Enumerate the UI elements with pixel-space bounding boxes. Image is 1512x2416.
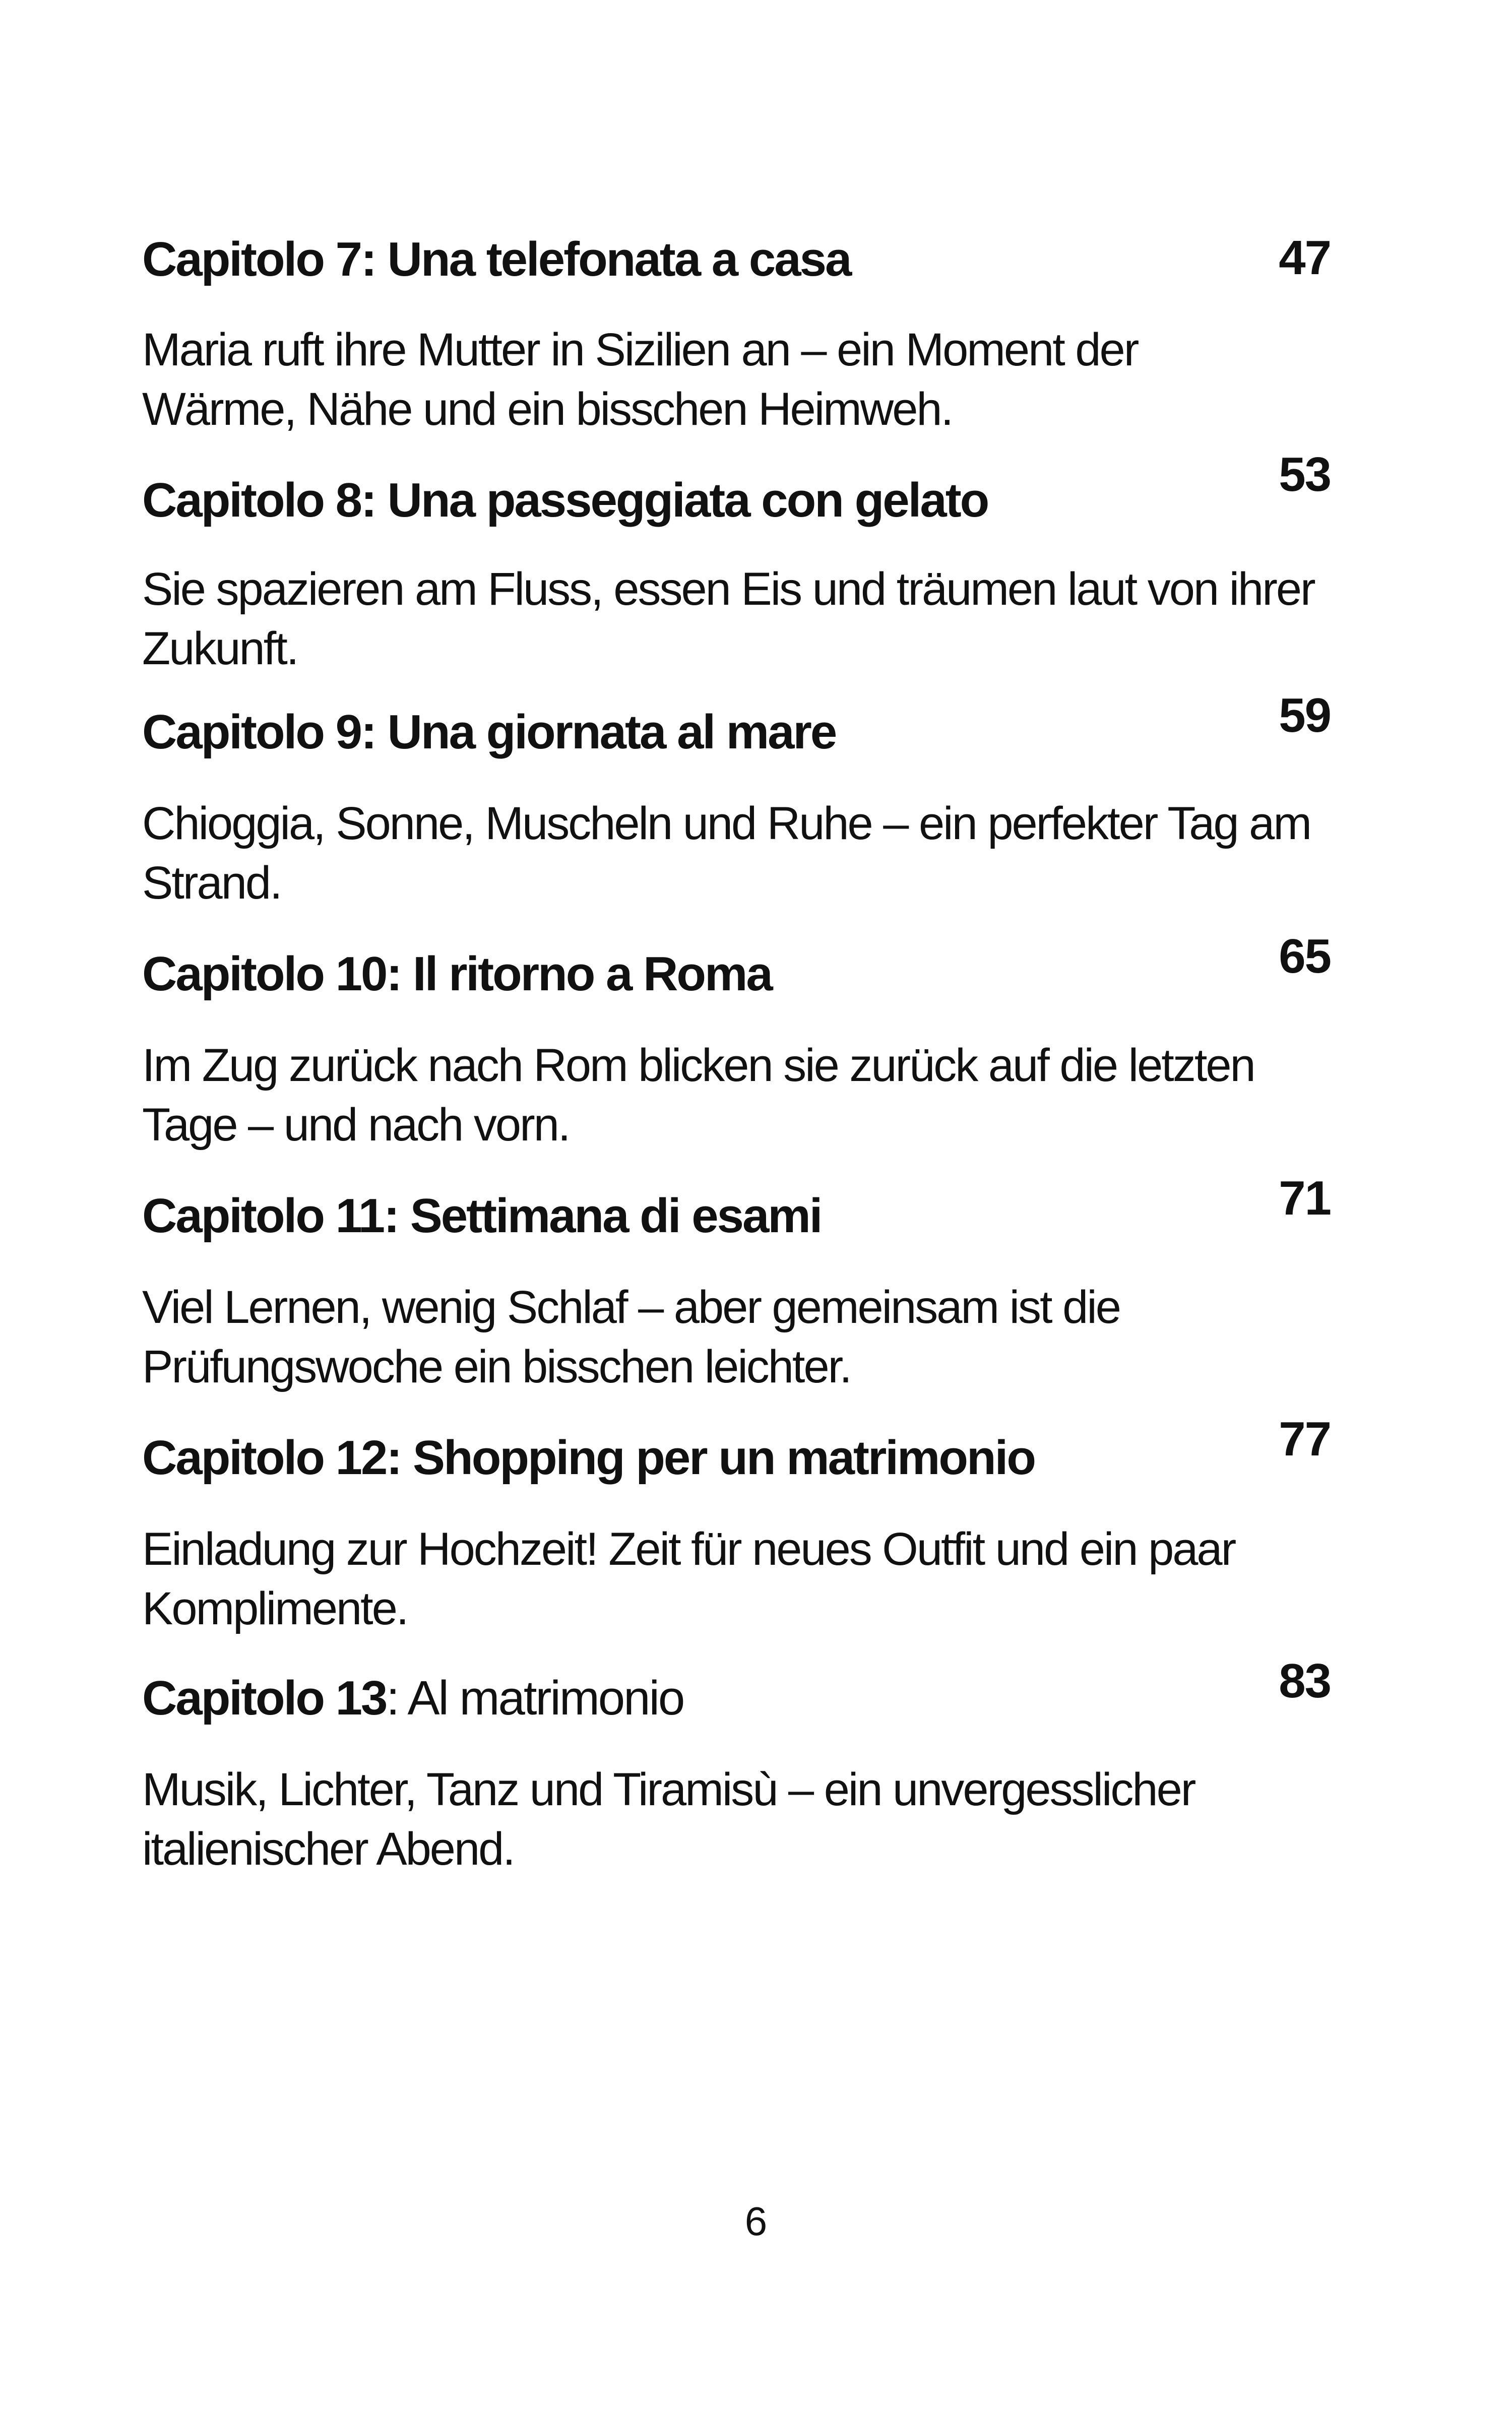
chapter-title-text: Capitolo 8: Una passeggiata con gelato — [142, 473, 988, 527]
chapter-page-number[interactable]: 47 — [1279, 231, 1331, 285]
chapter-description-line: Maria ruft ihre Mutter in Sizilien an – ein Moment der — [142, 324, 1138, 375]
chapter-description — [142, 1036, 1254, 1155]
chapter-description-line: italienischer Abend. — [142, 1823, 514, 1875]
chapter-description-line: Strand. — [142, 857, 281, 909]
chapter-title[interactable] — [142, 229, 1175, 290]
chapter-title[interactable] — [142, 1186, 1175, 1246]
chapter-title-text: Capitolo 13 — [142, 1671, 387, 1725]
chapter-description-line: Chioggia, Sonne, Muscheln und Ruhe – ein perfekter Tag am — [142, 798, 1310, 849]
chapter-page-number[interactable]: 59 — [1279, 688, 1331, 742]
page-number: 6 — [744, 2199, 768, 2244]
chapter-description — [142, 1519, 1235, 1638]
chapter-title[interactable] — [142, 470, 1175, 531]
chapter-title[interactable] — [142, 1668, 1175, 1729]
chapter-page-number[interactable]: 77 — [1279, 1412, 1331, 1466]
chapter-title-text: Capitolo 9: Una giornata al mare — [142, 705, 836, 759]
chapter-title[interactable] — [142, 702, 1175, 762]
chapter-description-line: Einladung zur Hochzeit! Zeit für neues Outfit und ein paar — [142, 1523, 1235, 1575]
chapter-description-line: Wärme, Nähe und ein bisschen Heimweh. — [142, 384, 953, 435]
chapter-title-rest: : Al matrimonio — [386, 1671, 684, 1725]
chapter-description-line: Im Zug zurück nach Rom blicken sie zurück auf die letzten — [142, 1040, 1254, 1091]
chapter-title[interactable] — [142, 1428, 1175, 1488]
chapter-description — [142, 794, 1310, 913]
chapter-description-line: Tage – und nach vorn. — [142, 1099, 570, 1151]
chapter-description-line: Komplimente. — [142, 1583, 408, 1634]
chapter-title-text: Capitolo 10: Il ritorno a Roma — [142, 947, 772, 1001]
chapter-page-number[interactable]: 71 — [1279, 1171, 1331, 1225]
chapter-title-text: Capitolo 7: Una telefonata a casa — [142, 232, 851, 286]
chapter-title-text: Capitolo 11: Settimana di esami — [142, 1189, 822, 1243]
chapter-page-number[interactable]: 65 — [1279, 929, 1331, 983]
chapter-description-line: Prüfungswoche ein bisschen leichter. — [142, 1341, 851, 1392]
chapter-description-line: Zukunft. — [142, 623, 298, 674]
chapter-description — [142, 320, 1226, 439]
chapter-description-line: Sie spazieren am Fluss, essen Eis und träumen laut von ihrer — [142, 563, 1314, 615]
table-of-contents — [142, 0, 1352, 2416]
chapter-page-number[interactable]: 83 — [1279, 1654, 1331, 1708]
chapter-title-text: Capitolo 12: Shopping per un matrimonio — [142, 1431, 1035, 1485]
chapter-title[interactable] — [142, 944, 1175, 1004]
chapter-description-line: Viel Lernen, wenig Schlaf – aber gemeinsam ist die — [142, 1282, 1120, 1333]
chapter-description — [142, 1278, 1226, 1396]
chapter-description — [142, 559, 1314, 678]
chapter-description — [142, 1760, 1226, 1879]
chapter-page-number[interactable]: 53 — [1279, 448, 1331, 501]
chapter-description-line: Musik, Lichter, Tanz und Tiramisù – ein unvergesslicher — [142, 1764, 1195, 1815]
